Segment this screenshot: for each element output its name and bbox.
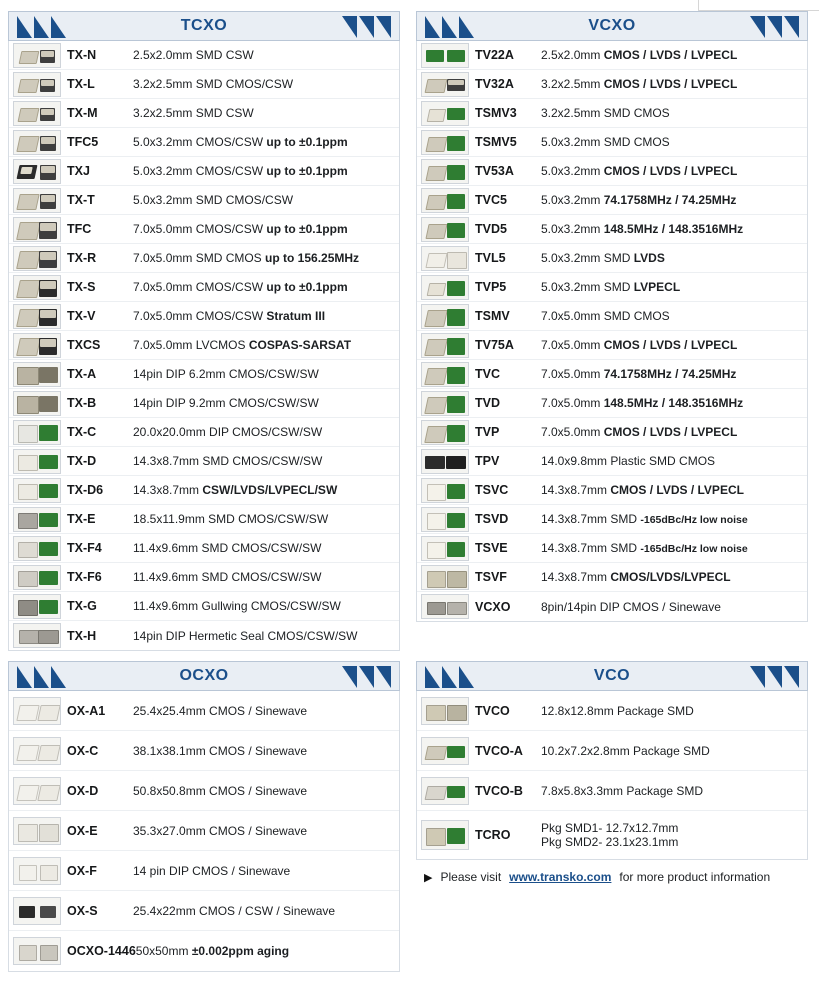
product-code: TSVD	[475, 512, 509, 526]
table-row[interactable]	[9, 811, 399, 851]
product-desc: 5.0x3.2mm CMOS / LVDS / LVPECL	[541, 164, 738, 178]
product-desc: 14 pin DIP CMOS / Sinewave	[133, 863, 291, 878]
product-thumbnail	[13, 391, 61, 416]
table-row[interactable]	[9, 273, 399, 302]
product-code: TVCO-B	[475, 783, 523, 798]
product-thumbnail	[421, 565, 469, 590]
product-desc: 50.8x50.8mm CMOS / Sinewave	[133, 783, 308, 798]
product-thumbnail	[421, 217, 469, 242]
product-thumbnail	[421, 333, 469, 358]
product-thumbnail	[421, 43, 469, 68]
sections-grid	[0, 11, 819, 982]
product-thumbnail	[421, 72, 469, 97]
section-vco-header	[416, 661, 808, 691]
product-desc: 14.3x8.7mm CMOS/LVDS/LVPECL	[541, 570, 731, 584]
section-tcxo-rows	[8, 41, 400, 651]
product-code: TSVC	[475, 483, 509, 497]
section-vco-title: VCO	[593, 667, 631, 684]
product-thumbnail	[421, 130, 469, 155]
product-desc: 14pin DIP 9.2mm CMOS/CSW/SW	[133, 396, 319, 410]
product-thumbnail	[13, 623, 61, 648]
product-code: TX-T	[67, 193, 95, 207]
product-code: OX-C	[67, 743, 99, 758]
table-row[interactable]	[9, 70, 399, 99]
table-row[interactable]	[417, 360, 807, 389]
product-code: TVP	[475, 425, 500, 439]
table-row[interactable]	[9, 99, 399, 128]
product-thumbnail	[13, 697, 61, 725]
table-row[interactable]	[9, 389, 399, 418]
table-row[interactable]	[9, 186, 399, 215]
product-desc: 14.3x8.7mm CSW/LVDS/LVPECL/SW	[133, 483, 338, 497]
footer-text-before: Please visit	[440, 870, 502, 884]
product-desc: 14.3x8.7mm SMD -165dBc/Hz low noise	[541, 512, 748, 526]
product-code: OX-E	[67, 823, 98, 838]
product-code: OX-D	[67, 783, 99, 798]
product-code: OX-S	[67, 903, 98, 918]
product-thumbnail	[13, 857, 61, 885]
product-code: TXCS	[67, 338, 101, 352]
product-desc: 5.0x3.2mm SMD LVDS	[541, 251, 665, 265]
table-row[interactable]	[417, 418, 807, 447]
product-code: TV53A	[475, 164, 514, 178]
product-code: OCXO-1446	[67, 944, 136, 958]
product-thumbnail	[421, 246, 469, 271]
product-code: VCXO	[475, 599, 511, 614]
product-thumbnail	[13, 449, 61, 474]
product-thumbnail	[421, 449, 469, 474]
product-desc: 20.0x20.0mm DIP CMOS/CSW/SW	[133, 425, 323, 439]
table-row[interactable]	[9, 447, 399, 476]
column-left-bottom	[8, 661, 400, 982]
product-desc: 5.0x3.2mm CMOS/CSW up to ±0.1ppm	[133, 164, 348, 178]
product-thumbnail	[13, 420, 61, 445]
table-row[interactable]	[417, 186, 807, 215]
table-row[interactable]	[9, 851, 399, 891]
play-arrow-icon: ▶	[424, 871, 433, 884]
product-desc: 7.0x5.0mm 74.1758MHz / 74.25MHz	[541, 367, 737, 381]
product-thumbnail	[421, 536, 469, 561]
product-desc: 7.0x5.0mm CMOS / LVDS / LVPECL	[541, 425, 738, 439]
table-row[interactable]	[9, 771, 399, 811]
product-code: TVC	[475, 367, 500, 381]
product-code: TV22A	[475, 48, 514, 62]
table-row[interactable]	[417, 244, 807, 273]
product-desc: 11.4x9.6mm SMD CMOS/CSW/SW	[133, 570, 322, 584]
product-code: TX-N	[67, 48, 97, 62]
table-row[interactable]	[9, 592, 399, 621]
section-vcxo-header	[416, 11, 808, 41]
product-thumbnail	[421, 101, 469, 126]
table-row[interactable]	[9, 621, 399, 650]
section-ocxo	[8, 661, 400, 972]
table-row[interactable]	[9, 476, 399, 505]
product-thumbnail	[13, 594, 61, 619]
top-right-strip	[698, 0, 819, 11]
section-vcxo-title: VCXO	[588, 17, 636, 34]
product-thumbnail	[421, 420, 469, 445]
product-desc: 35.3x27.0mm CMOS / Sinewave	[133, 823, 308, 838]
product-desc: 5.0x3.2mm SMD CMOS/CSW	[133, 193, 294, 207]
product-desc: 7.0x5.0mm CMOS/CSW up to ±0.1ppm	[133, 280, 348, 294]
product-code: TVD	[475, 396, 500, 410]
section-ocxo-header	[8, 661, 400, 691]
product-thumbnail	[13, 333, 61, 358]
footer-note	[416, 860, 808, 884]
table-row[interactable]	[9, 215, 399, 244]
footer-text-after: for more product information	[619, 870, 771, 884]
product-code: TSVE	[475, 541, 508, 555]
table-row[interactable]	[417, 592, 807, 621]
product-thumbnail	[13, 159, 61, 184]
product-desc: 50x50mm ±0.002ppm aging	[135, 944, 290, 958]
product-thumbnail	[421, 478, 469, 503]
table-row[interactable]	[417, 691, 807, 731]
product-thumbnail	[13, 217, 61, 242]
table-row[interactable]	[9, 360, 399, 389]
product-code: TVCO	[475, 703, 510, 718]
product-desc: 3.2x2.5mm SMD CMOS/CSW	[133, 77, 294, 91]
section-tcxo-title: TCXO	[180, 17, 228, 34]
product-thumbnail	[421, 777, 469, 805]
table-row[interactable]	[9, 331, 399, 360]
product-desc: 2.5x2.0mm SMD CSW	[133, 48, 254, 62]
product-desc: 5.0x3.2mm CMOS/CSW up to ±0.1ppm	[133, 135, 348, 149]
product-code: TX-L	[67, 77, 95, 91]
product-code: TX-G	[67, 599, 97, 613]
table-row[interactable]	[9, 418, 399, 447]
product-desc: 5.0x3.2mm 74.1758MHz / 74.25MHz	[541, 193, 737, 207]
product-thumbnail	[421, 820, 469, 850]
product-desc: 7.0x5.0mm SMD CMOS up to 156.25MHz	[133, 251, 360, 265]
product-desc: 7.0x5.0mm CMOS/CSW Stratum III	[133, 309, 326, 323]
product-code: TVC5	[475, 193, 507, 207]
table-row[interactable]	[417, 215, 807, 244]
section-vcxo-rows	[416, 41, 808, 622]
product-thumbnail	[421, 362, 469, 387]
section-vco	[416, 661, 808, 884]
product-code: TX-E	[67, 512, 96, 526]
section-vcxo	[416, 11, 808, 622]
section-tcxo-header	[8, 11, 400, 41]
product-code: TX-B	[67, 396, 97, 410]
product-desc: 7.8x5.8x3.3mm Package SMD	[541, 783, 704, 798]
product-code: TX-M	[67, 106, 98, 120]
product-code: OX-A1	[67, 703, 106, 718]
product-desc: 14.3x8.7mm SMD CMOS/CSW/SW	[133, 454, 323, 468]
product-thumbnail	[421, 737, 469, 765]
product-code: TV32A	[475, 77, 514, 91]
table-row[interactable]	[9, 891, 399, 931]
product-desc: 14.3x8.7mm CMOS / LVDS / LVPECL	[541, 483, 744, 497]
table-row[interactable]	[9, 534, 399, 563]
product-thumbnail	[13, 817, 61, 845]
left-triangles-icon	[17, 12, 66, 42]
product-thumbnail	[421, 275, 469, 300]
product-desc: 38.1x38.1mm CMOS / Sinewave	[133, 743, 308, 758]
product-desc: 14.3x8.7mm SMD -165dBc/Hz low noise	[541, 541, 748, 555]
product-thumbnail	[13, 130, 61, 155]
right-triangles-icon	[750, 662, 799, 692]
left-triangles-icon	[425, 662, 474, 692]
product-desc: 8pin/14pin DIP CMOS / Sinewave	[541, 599, 721, 614]
product-code: TX-S	[67, 280, 96, 294]
product-desc: 14pin DIP Hermetic Seal CMOS/CSW/SW	[133, 628, 358, 643]
table-row[interactable]	[9, 157, 399, 186]
product-thumbnail	[421, 507, 469, 532]
product-code: TSMV5	[475, 135, 517, 149]
table-row[interactable]	[417, 389, 807, 418]
product-thumbnail	[13, 43, 61, 68]
product-thumbnail	[13, 101, 61, 126]
section-ocxo-title: OCXO	[179, 667, 229, 684]
table-row[interactable]	[9, 41, 399, 70]
product-desc: 5.0x3.2mm 148.5MHz / 148.3516MHz	[541, 222, 744, 236]
table-row[interactable]	[9, 563, 399, 592]
website-link[interactable]: www.transko.com	[509, 870, 612, 884]
table-row[interactable]	[417, 273, 807, 302]
product-code: TX-R	[67, 251, 97, 265]
product-thumbnail	[13, 937, 61, 965]
product-thumbnail	[13, 507, 61, 532]
product-code: TSMV	[475, 309, 510, 323]
product-code: TVCO-A	[475, 743, 523, 758]
product-code: TX-D	[67, 454, 97, 468]
product-desc: 7.0x5.0mm LVCMOS COSPAS-SARSAT	[133, 338, 352, 352]
product-code: TX-F6	[67, 570, 102, 584]
product-code: TX-D6	[67, 483, 104, 497]
product-code: TVD5	[475, 222, 507, 236]
product-code: TVL5	[475, 251, 506, 265]
product-desc: 7.0x5.0mm SMD CMOS	[541, 309, 670, 323]
table-row[interactable]	[417, 731, 807, 771]
section-ocxo-rows	[8, 691, 400, 972]
table-row[interactable]	[9, 244, 399, 273]
product-desc: 14.0x9.8mm Plastic SMD CMOS	[541, 454, 716, 468]
product-desc: 7.0x5.0mm CMOS / LVDS / LVPECL	[541, 338, 738, 352]
product-code: TFC5	[67, 135, 99, 149]
table-row[interactable]	[417, 563, 807, 592]
product-code: TV75A	[475, 338, 514, 352]
table-row[interactable]	[9, 731, 399, 771]
product-code: TX-C	[67, 425, 97, 439]
product-thumbnail	[13, 275, 61, 300]
table-row[interactable]	[9, 302, 399, 331]
product-code: TCRO	[475, 828, 511, 842]
table-row[interactable]	[417, 447, 807, 476]
table-row[interactable]	[417, 157, 807, 186]
product-desc: 5.0x3.2mm SMD LVPECL	[541, 280, 681, 294]
product-thumbnail	[13, 188, 61, 213]
product-code: TSMV3	[475, 106, 517, 120]
product-thumbnail	[13, 478, 61, 503]
product-desc: 18.5x11.9mm SMD CMOS/CSW/SW	[133, 512, 329, 526]
table-row[interactable]	[417, 331, 807, 360]
product-thumbnail	[13, 72, 61, 97]
product-thumbnail	[13, 737, 61, 765]
product-code: TX-V	[67, 309, 96, 323]
table-row[interactable]	[417, 128, 807, 157]
table-row[interactable]	[417, 771, 807, 811]
product-desc: 3.2x2.5mm CMOS / LVDS / LVPECL	[541, 77, 738, 91]
product-desc: 11.4x9.6mm Gullwing CMOS/CSW/SW	[133, 599, 341, 613]
product-desc: 25.4x25.4mm CMOS / Sinewave	[133, 703, 308, 718]
section-vco-rows	[416, 691, 808, 860]
right-triangles-icon	[342, 12, 391, 42]
right-triangles-icon	[342, 662, 391, 692]
product-desc: 7.0x5.0mm CMOS/CSW up to ±0.1ppm	[133, 222, 348, 236]
product-thumbnail	[421, 697, 469, 725]
product-desc: 12.8x12.8mm Package SMD	[541, 703, 694, 718]
product-thumbnail	[421, 188, 469, 213]
product-thumbnail	[421, 304, 469, 329]
left-triangles-icon	[425, 12, 474, 42]
product-code: TXJ	[67, 164, 90, 178]
product-thumbnail	[13, 565, 61, 590]
product-code: TX-H	[67, 628, 97, 643]
table-row[interactable]	[9, 691, 399, 731]
table-row[interactable]	[417, 534, 807, 563]
column-right-bottom	[416, 661, 808, 982]
table-row[interactable]	[417, 41, 807, 70]
product-desc: 25.4x22mm CMOS / CSW / Sinewave	[133, 903, 336, 918]
product-thumbnail	[421, 594, 469, 619]
table-row[interactable]	[417, 505, 807, 534]
product-thumbnail	[13, 536, 61, 561]
product-thumbnail	[13, 246, 61, 271]
product-code: OX-F	[67, 863, 97, 878]
product-thumbnail	[13, 777, 61, 805]
product-desc: 11.4x9.6mm SMD CMOS/CSW/SW	[133, 541, 322, 555]
table-row[interactable]	[9, 931, 399, 971]
column-right-top	[416, 11, 808, 661]
table-row[interactable]	[417, 302, 807, 331]
product-code: TSVF	[475, 570, 507, 584]
product-desc: 10.2x7.2x2.8mm Package SMD	[541, 743, 710, 758]
product-code: TX-A	[67, 367, 97, 381]
product-desc: 3.2x2.5mm SMD CMOS	[541, 106, 670, 120]
right-triangles-icon	[750, 12, 799, 42]
table-row[interactable]	[9, 128, 399, 157]
product-code: TX-F4	[67, 541, 102, 555]
table-row[interactable]	[417, 70, 807, 99]
product-thumbnail	[421, 159, 469, 184]
product-desc: 2.5x2.0mm CMOS / LVDS / LVPECL	[541, 48, 738, 62]
product-code: TPV	[475, 454, 500, 468]
product-desc: 5.0x3.2mm SMD CMOS	[541, 135, 670, 149]
product-code: TVP5	[475, 280, 507, 294]
product-thumbnail	[13, 897, 61, 925]
product-desc: Pkg SMD1- 12.7x12.7mm Pkg SMD2- 23.1x23.1mm	[541, 821, 679, 849]
product-desc: 3.2x2.5mm SMD CSW	[133, 106, 254, 120]
table-row[interactable]	[417, 811, 807, 859]
product-desc: 7.0x5.0mm 148.5MHz / 148.3516MHz	[541, 396, 744, 410]
table-row[interactable]	[417, 99, 807, 128]
product-thumbnail	[13, 362, 61, 387]
table-row[interactable]	[417, 476, 807, 505]
column-left-top	[8, 11, 400, 661]
product-thumbnail	[13, 304, 61, 329]
product-desc: 14pin DIP 6.2mm CMOS/CSW/SW	[133, 367, 319, 381]
left-triangles-icon	[17, 662, 66, 692]
table-row[interactable]	[9, 505, 399, 534]
product-code: TFC	[67, 222, 92, 236]
product-thumbnail	[421, 391, 469, 416]
section-tcxo	[8, 11, 400, 651]
